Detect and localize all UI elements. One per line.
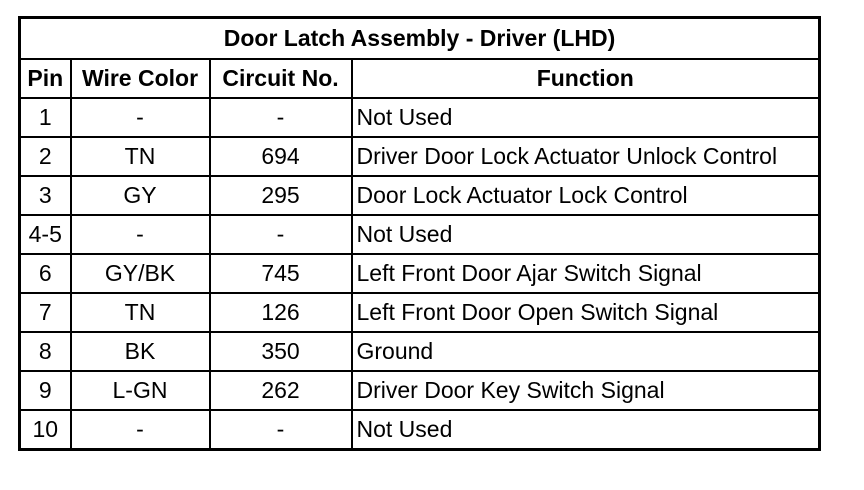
- pin-cell: 3: [20, 176, 71, 215]
- pin-cell: 8: [20, 332, 71, 371]
- table-title: Door Latch Assembly - Driver (LHD): [20, 18, 820, 60]
- pin-cell: 1: [20, 98, 71, 137]
- wire-color-cell: -: [71, 215, 210, 254]
- circuit-cell: 126: [210, 293, 352, 332]
- wire-color-cell: BK: [71, 332, 210, 371]
- wire-color-cell: TN: [71, 137, 210, 176]
- pin-cell: 2: [20, 137, 71, 176]
- header-pin: Pin: [20, 59, 71, 98]
- wire-color-cell: GY: [71, 176, 210, 215]
- title-row: [20, 18, 820, 60]
- circuit-cell: -: [210, 215, 352, 254]
- function-cell: Not Used: [352, 98, 820, 137]
- pin-cell: 9: [20, 371, 71, 410]
- wire-color-cell: -: [71, 410, 210, 450]
- table-row: [20, 215, 820, 254]
- wire-color-cell: -: [71, 98, 210, 137]
- function-cell: Driver Door Lock Actuator Unlock Control: [352, 137, 820, 176]
- header-function: Function: [352, 59, 820, 98]
- wire-color-cell: TN: [71, 293, 210, 332]
- function-cell: Not Used: [352, 410, 820, 450]
- circuit-cell: -: [210, 410, 352, 450]
- table-row: [20, 410, 820, 450]
- table-row: [20, 371, 820, 410]
- pin-cell: 10: [20, 410, 71, 450]
- circuit-cell: 350: [210, 332, 352, 371]
- table-row: [20, 98, 820, 137]
- table-row: [20, 332, 820, 371]
- circuit-cell: 745: [210, 254, 352, 293]
- table-row: [20, 137, 820, 176]
- connector-table-container: [18, 16, 821, 451]
- function-cell: Door Lock Actuator Lock Control: [352, 176, 820, 215]
- function-cell: Left Front Door Open Switch Signal: [352, 293, 820, 332]
- circuit-cell: 262: [210, 371, 352, 410]
- table-row: [20, 254, 820, 293]
- circuit-cell: 694: [210, 137, 352, 176]
- circuit-cell: 295: [210, 176, 352, 215]
- wire-color-cell: GY/BK: [71, 254, 210, 293]
- connector-pinout-table: [18, 16, 821, 451]
- header-row: [20, 59, 820, 98]
- wire-color-cell: L-GN: [71, 371, 210, 410]
- function-cell: Driver Door Key Switch Signal: [352, 371, 820, 410]
- function-cell: Not Used: [352, 215, 820, 254]
- table-row: [20, 176, 820, 215]
- circuit-cell: -: [210, 98, 352, 137]
- function-cell: Left Front Door Ajar Switch Signal: [352, 254, 820, 293]
- function-cell: Ground: [352, 332, 820, 371]
- pin-cell: 7: [20, 293, 71, 332]
- header-wire-color: Wire Color: [71, 59, 210, 98]
- header-circuit-no: Circuit No.: [210, 59, 352, 98]
- table-row: [20, 293, 820, 332]
- pin-cell: 4-5: [20, 215, 71, 254]
- pin-cell: 6: [20, 254, 71, 293]
